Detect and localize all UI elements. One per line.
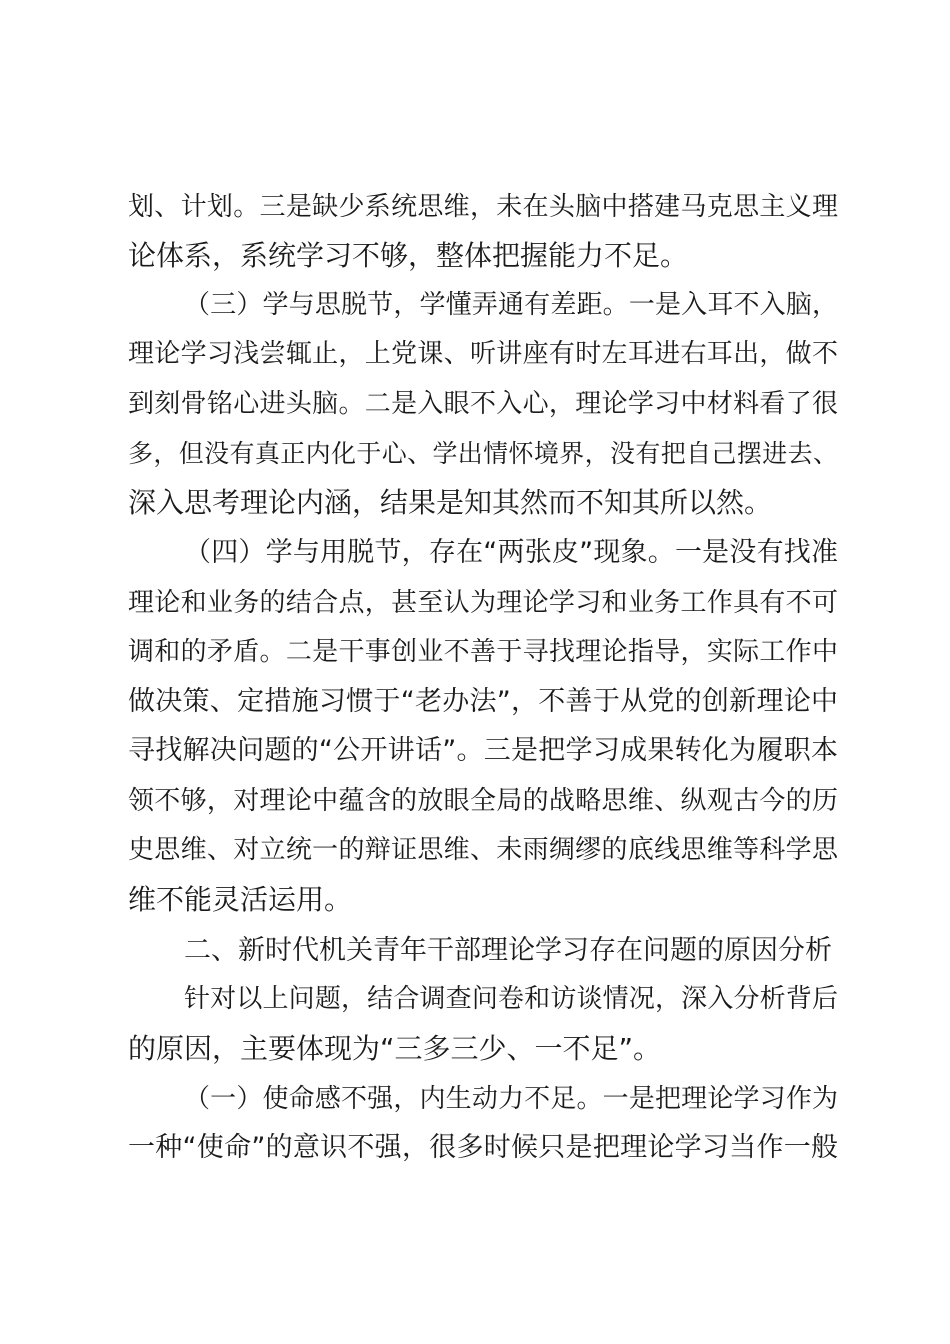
- text-line: 深入思考理论内涵，结果是知其然而不知其所以然。: [128, 486, 773, 519]
- section-heading: 二、新时代机关青年干部理论学习存在问题的原因分析: [184, 935, 832, 966]
- text-line: 的原因，主要体现为“三多三少、一不足”。: [128, 1032, 662, 1065]
- text-line: 理论和业务的结合点，甚至认为理论学习和业务工作具有不可: [128, 588, 838, 618]
- text-line: 论体系，系统学习不够，整体把握能力不足。: [128, 239, 689, 272]
- text-line: 做决策、定措施习惯于“老办法”，不善于从党的创新理论中: [128, 686, 838, 717]
- text-line: 一种“使命”的意识不强，很多时候只是把理论学习当作一般: [128, 1132, 838, 1163]
- text-line: 寻找解决问题的“公开讲话”。三是把学习成果转化为履职本: [128, 735, 838, 766]
- text-line: 维不能灵活运用。: [128, 883, 353, 916]
- paragraph-heading-line: （四）学与用脱节，存在“两张皮”现象。一是没有找准: [184, 537, 838, 568]
- text-line: 划、计划。三是缺少系统思维，未在头脑中搭建马克思主义理: [128, 192, 838, 222]
- text-line: 到刻骨铭心进头脑。二是入眼不入心，理论学习中材料看了很: [128, 389, 838, 419]
- text-line: 调和的矛盾。二是干事创业不善于寻找理论指导，实际工作中: [128, 637, 838, 667]
- paragraph-first-line: 针对以上问题，结合调查问卷和访谈情况，深入分析背后: [184, 984, 838, 1014]
- paragraph-heading-line: （一）使命感不强，内生动力不足。一是把理论学习作为: [184, 1084, 838, 1114]
- text-line: 理论学习浅尝辄止，上党课、听讲座有时左耳进右耳出，做不: [128, 339, 838, 369]
- text-line: 领不够，对理论中蕴含的放眼全局的战略思维、纵观古今的历: [128, 786, 838, 816]
- paragraph-heading-line: （三）学与思脱节，学懂弄通有差距。一是入耳不入脑，: [184, 290, 838, 320]
- text-line: 史思维、对立统一的辩证思维、未雨绸缪的底线思维等科学思: [128, 835, 838, 865]
- text-line: 多，但没有真正内化于心、学出情怀境界，没有把自己摆进去、: [128, 439, 838, 468]
